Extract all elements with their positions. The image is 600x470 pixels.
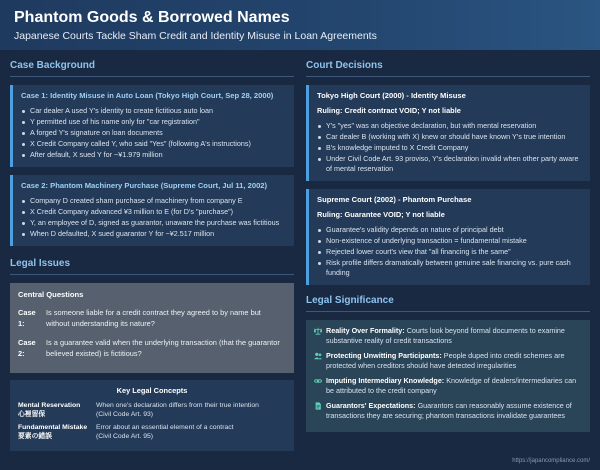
decision-1-title: Tokyo High Court (2000) - Identity Misuse [317,91,466,100]
concept-row [18,423,286,441]
concept-definition-ref: (Civil Code Art. 93) [96,411,154,418]
decision-1-ruling: Ruling: Credit contract VOID; Y not liable [317,106,461,115]
significance-item [314,351,582,371]
list-item: Non-existence of underlying transaction = fundamental mistake [317,236,582,246]
concept-name-jp: 心裡留保 [18,411,46,418]
significance-text [326,401,582,421]
question-case-label: Case 2: [18,338,36,358]
significance-body: Courts look beyond formal documents to examine substantive reality of credit transactions [326,326,565,345]
case-1-bullets [21,106,286,160]
list-item: Y's "yes" was an objective declaration, but with mental reservation [317,121,582,131]
list-item: Rejected lower court's view that "all financing is the same" [317,247,582,257]
list-item: Guarantee's validity depends on nature of principal debt [317,225,582,235]
scale-icon [314,326,326,346]
central-questions-title: Central Questions [18,290,84,299]
header-banner [0,0,600,50]
list-item: When D defaulted, X sued guarantor Y for ~¥2.517 million [21,229,286,239]
case-2-box [10,175,294,246]
significance-title: Imputing Intermediary Knowledge: [326,376,445,385]
question-row [18,307,286,329]
concept-definition-text: When one's declaration differs from their true intention [96,402,259,409]
decision-2-box [306,189,590,285]
concept-definition-ref: (Civil Code Art. 95) [96,433,154,440]
concept-name-en: Mental Reservation [18,402,81,409]
significance-body: People duped into credit schemes are protected when creditors should have detected irregularities [326,351,565,370]
right-column [306,60,590,432]
list-item: A forged Y's signature on loan documents [21,128,286,138]
significance-text [326,351,582,371]
case-1-box [10,85,294,167]
list-item: Risk profile differs dramatically between genuine sale financing vs. pure cash funding [317,258,582,278]
list-item: X Credit Company called Y, who said "Yes" (following A's instructions) [21,139,286,149]
people-icon [314,351,326,371]
concept-name [18,401,96,419]
list-item: X Credit Company advanced ¥3 million to E (for D's "purchase") [21,207,286,217]
document-icon [314,401,326,421]
concept-definition-text: Error about an essential element of a contract [96,424,234,431]
decision-1-box [306,85,590,181]
concept-definition [96,423,286,441]
key-concepts-box [10,380,294,451]
page-title: Phantom Goods & Borrowed Names [14,9,290,26]
court-decisions-heading: Court Decisions [306,60,590,77]
significance-title: Protecting Unwitting Participants: [326,351,442,360]
significance-item [314,326,582,346]
question-text: Is someone liable for a credit contract they agreed to by name but without understanding its nature? [46,308,261,328]
concept-name [18,423,96,441]
list-item: Under Civil Code Art. 93 proviso, Y's declaration invalid when other party aware of mental reservation [317,154,582,174]
concept-name-jp: 要素の錯誤 [18,433,52,440]
central-questions-box [10,283,294,373]
legal-significance-heading: Legal Significance [306,295,590,312]
significance-item [314,401,582,421]
significance-body: Guarantors can reasonably assume existence of transactions they are securing; phantom transactions invalidate guarantees [326,401,572,420]
significance-text [326,376,582,396]
question-case-label: Case 1: [18,308,36,328]
concept-definition [96,401,286,419]
list-item: Car dealer A used Y's identity to create fictitious auto loan [21,106,286,116]
concept-name-en: Fundamental Mistake [18,424,88,431]
list-item: Car dealer B (working with X) knew or should have known Y's true intention [317,132,582,142]
case-1-title: Case 1: Identity Misuse in Auto Loan (Tokyo High Court, Sep 28, 2000) [21,91,274,100]
case-background-heading: Case Background [10,60,294,77]
decision-2-ruling: Ruling: Guarantee VOID; Y not liable [317,210,445,219]
decision-2-title: Supreme Court (2002) - Phantom Purchase [317,195,472,204]
list-item: Company D created sham purchase of machinery from company E [21,196,286,206]
question-text: Is a guarantee valid when the underlying transaction (that the guarantor believed existed) is fictitious? [46,338,280,358]
list-item: Y permitted use of his name only for "car registration" [21,117,286,127]
legal-issues-heading: Legal Issues [10,258,294,275]
case-2-title: Case 2: Phantom Machinery Purchase (Supreme Court, Jul 11, 2002) [21,181,268,190]
significance-title: Guarantors' Expectations: [326,401,416,410]
page-subtitle: Japanese Courts Tackle Sham Credit and Identity Misuse in Loan Agreements [14,30,377,42]
key-concepts-title: Key Legal Concepts [116,386,188,395]
list-item: After default, X sued Y for ~¥1.979 million [21,150,286,160]
decision-1-bullets [317,121,582,174]
list-item: B's knowledge imputed to X Credit Company [317,143,582,153]
legal-significance-box [306,320,590,432]
case-2-bullets [21,196,286,239]
list-item: Y, an employee of D, signed as guarantor, unaware the purchase was fictitious [21,218,286,228]
link-icon [314,376,326,396]
significance-body: Knowledge of dealers/intermediaries can be attributed to the credit company [326,376,577,395]
significance-text [326,326,582,346]
left-column [10,60,294,451]
footer-url: https://japancompliance.com/ [512,458,590,464]
significance-item [314,376,582,396]
decision-2-bullets [317,225,582,278]
question-row [18,337,286,359]
significance-title: Reality Over Formality: [326,326,405,335]
concept-row [18,401,286,419]
